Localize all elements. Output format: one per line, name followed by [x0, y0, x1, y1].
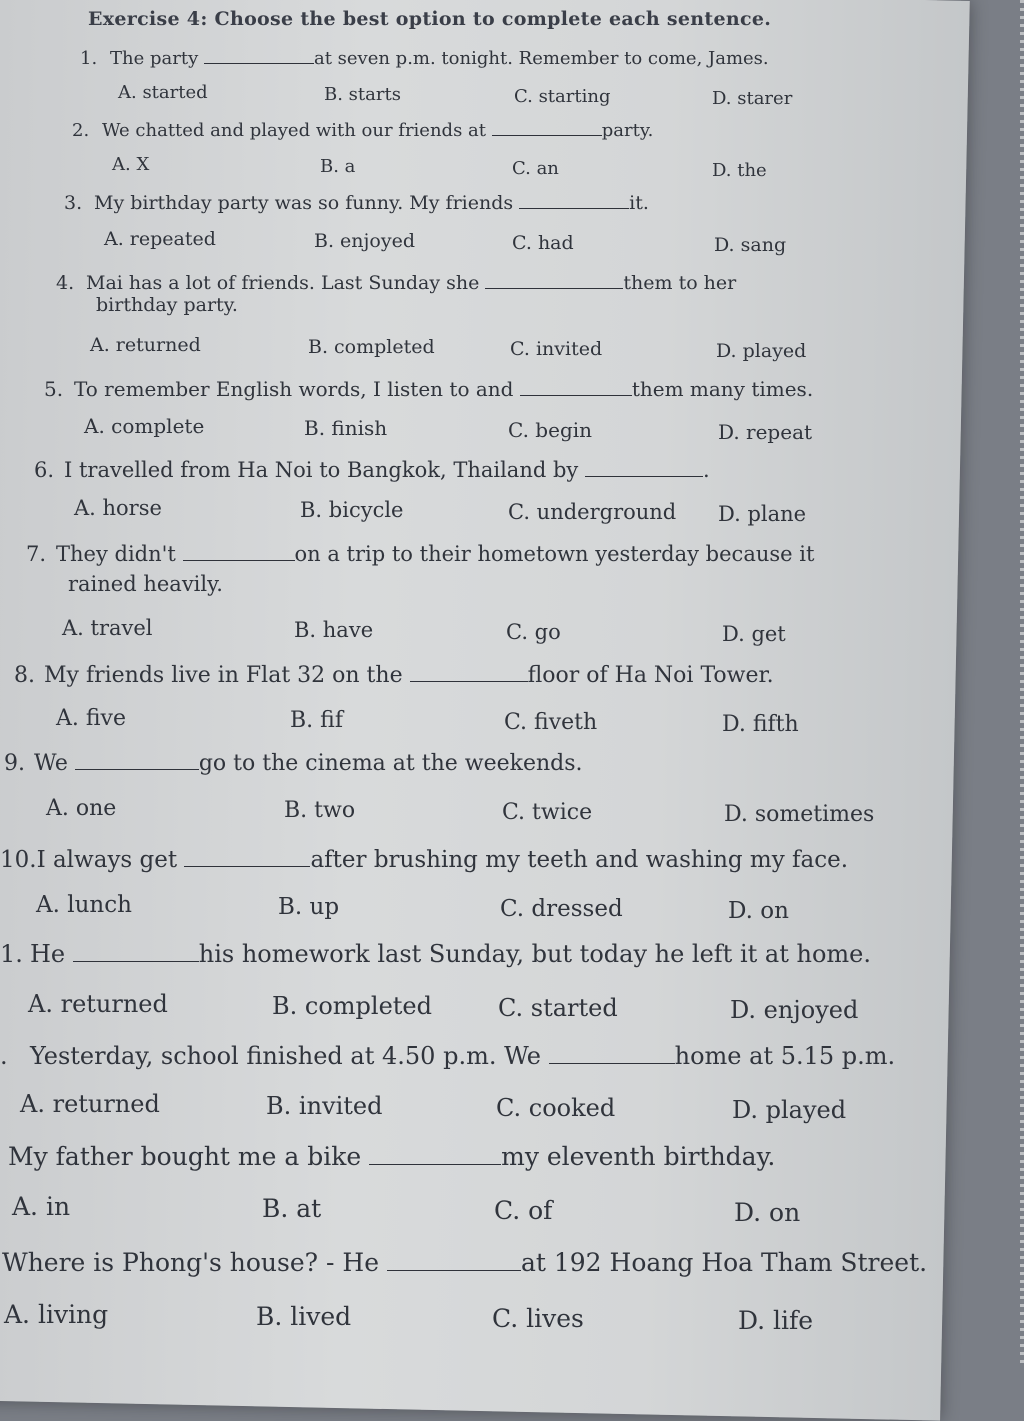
answer-blank[interactable]: [492, 118, 602, 136]
option-b[interactable]: B. lived: [256, 1302, 352, 1331]
option-c[interactable]: C. dressed: [500, 896, 623, 922]
question-text-after: go to the cinema at the weekends.: [198, 750, 583, 776]
option-d[interactable]: D. on: [734, 1198, 801, 1227]
answer-blank[interactable]: [184, 844, 310, 867]
question-number: 4.: [56, 272, 75, 295]
answer-blank[interactable]: [183, 540, 295, 561]
answer-blank[interactable]: [549, 1040, 675, 1064]
option-b[interactable]: B. finish: [304, 416, 388, 440]
option-a[interactable]: A. one: [46, 796, 117, 821]
question-text-after: at seven p.m. tonight. Remember to come, James.: [313, 48, 769, 70]
question-text-before: To remember English words, I listen to and: [74, 377, 520, 401]
answer-blank[interactable]: [410, 660, 528, 682]
question-text-after: at 192 Hoang Hoa Tham Street.: [520, 1247, 928, 1277]
option-a[interactable]: A. horse: [74, 496, 162, 520]
question-text-before: My birthday party was so funny. My friends: [94, 192, 520, 215]
question-text-after: it.: [629, 192, 649, 215]
answer-blank[interactable]: [73, 938, 199, 962]
option-c[interactable]: C. begin: [508, 418, 593, 442]
option-c[interactable]: C. started: [498, 994, 618, 1022]
option-c[interactable]: C. underground: [508, 500, 677, 524]
option-a[interactable]: A. in: [12, 1192, 71, 1221]
question-text-before: He: [30, 939, 73, 968]
option-b[interactable]: B. completed: [272, 992, 432, 1020]
question-text-before: We: [34, 750, 75, 776]
option-c[interactable]: C. starting: [514, 86, 611, 107]
question-11: [0, 938, 871, 968]
option-d[interactable]: D. starer: [712, 88, 793, 109]
option-c[interactable]: C. fiveth: [504, 710, 598, 735]
question-text-before: My father bought me a bike: [8, 1141, 370, 1171]
question-text-after: his homework last Sunday, but today he left it at home.: [198, 939, 871, 968]
question-text-before: Yesterday, school finished at 4.50 p.m. We: [30, 1041, 549, 1070]
page-edge-perforation: [1020, 0, 1024, 1365]
option-b[interactable]: B. a: [320, 156, 356, 177]
option-c[interactable]: C. twice: [502, 800, 593, 825]
option-a[interactable]: A. returned: [20, 1090, 160, 1118]
question-number: 5.: [44, 377, 64, 401]
answer-blank[interactable]: [75, 748, 199, 770]
question-number: 3.: [64, 192, 83, 215]
question-text-after: them to her: [623, 272, 737, 295]
option-a[interactable]: A. lunch: [36, 892, 132, 918]
question-text-after: on a trip to their hometown yesterday because it: [294, 541, 815, 566]
option-b[interactable]: B. up: [278, 894, 340, 920]
option-c[interactable]: C. go: [506, 620, 561, 644]
answer-blank[interactable]: [387, 1246, 521, 1271]
option-b[interactable]: B. at: [262, 1194, 322, 1223]
question-text-after: my eleventh birthday.: [501, 1141, 776, 1171]
option-b[interactable]: B. starts: [324, 84, 401, 105]
option-d[interactable]: D. the: [712, 160, 767, 181]
question-12: [0, 1040, 895, 1070]
option-a[interactable]: A. returned: [90, 334, 201, 356]
question-13: [8, 1140, 775, 1171]
question-number: 8.: [14, 662, 35, 688]
question-text-after: floor of Ha Noi Tower.: [527, 662, 774, 688]
question-10: [0, 844, 848, 873]
question-text-before: I always get: [36, 846, 185, 873]
question-text-after: .: [702, 457, 710, 482]
question-text-continued: birthday party.: [96, 294, 238, 316]
option-c[interactable]: C. cooked: [496, 1094, 616, 1122]
option-b[interactable]: B. invited: [266, 1092, 383, 1120]
option-d[interactable]: D. played: [732, 1096, 847, 1124]
question-5: [44, 376, 813, 401]
option-d[interactable]: D. played: [716, 340, 807, 362]
option-d[interactable]: D. fifth: [722, 712, 799, 737]
option-c[interactable]: C. of: [494, 1196, 553, 1225]
option-a[interactable]: A. travel: [62, 616, 153, 640]
option-b[interactable]: B. fif: [290, 708, 343, 733]
question-14: [2, 1246, 927, 1277]
option-c[interactable]: C. had: [512, 232, 574, 254]
question-text-before: My friends live in Flat 32 on the: [44, 662, 410, 688]
option-d[interactable]: D. sang: [714, 234, 787, 256]
answer-blank[interactable]: [204, 46, 314, 64]
option-a[interactable]: A. returned: [28, 990, 168, 1018]
option-d[interactable]: D. enjoyed: [730, 996, 859, 1024]
answer-blank[interactable]: [519, 190, 629, 209]
question-text-after: party.: [601, 120, 654, 142]
answer-blank[interactable]: [585, 456, 703, 477]
question-4: [56, 270, 736, 294]
question-text-before: They didn't: [56, 541, 183, 566]
option-b[interactable]: B. two: [284, 798, 356, 823]
option-d[interactable]: D. life: [738, 1306, 814, 1335]
question-text-before: Mai has a lot of friends. Last Sunday she: [86, 272, 486, 295]
option-a[interactable]: A. X: [112, 154, 150, 175]
question-1: [80, 46, 769, 69]
exercise-title: Exercise 4: Choose the best option to complete each sentence.: [88, 8, 772, 30]
question-text-before: The party: [110, 48, 204, 70]
question-number: 1.: [80, 48, 98, 70]
option-c[interactable]: C. an: [512, 158, 559, 179]
question-number: 2.: [72, 120, 90, 142]
question-text-before: We chatted and played with our friends at: [102, 120, 492, 142]
question-text-before: Where is Phong's house? - He: [2, 1247, 387, 1277]
option-c[interactable]: C. invited: [510, 338, 603, 360]
answer-blank[interactable]: [369, 1140, 501, 1165]
question-8: [14, 660, 774, 688]
option-b[interactable]: B. enjoyed: [314, 230, 415, 252]
question-text-after: after brushing my teeth and washing my face.: [310, 846, 849, 873]
question-3: [64, 190, 649, 214]
question-text-before: I travelled from Ha Noi to Bangkok, Thailand by: [64, 457, 585, 482]
option-c[interactable]: C. lives: [492, 1304, 584, 1333]
option-b[interactable]: B. bicycle: [300, 498, 404, 522]
option-a[interactable]: A. living: [4, 1300, 109, 1329]
answer-blank[interactable]: [485, 270, 623, 289]
question-text-after: home at 5.15 p.m.: [674, 1041, 896, 1070]
question-text-after: them many times.: [631, 377, 814, 401]
question-2: [72, 118, 653, 141]
question-number: 9.: [4, 750, 25, 776]
answer-blank[interactable]: [520, 376, 632, 396]
option-d[interactable]: D. repeat: [718, 420, 813, 444]
option-b[interactable]: B. have: [294, 618, 374, 642]
option-d[interactable]: D. get: [722, 622, 786, 646]
option-a[interactable]: A. five: [56, 706, 126, 731]
question-7: [26, 540, 814, 566]
question-number: 6.: [34, 457, 55, 482]
option-d[interactable]: D. plane: [718, 502, 807, 526]
option-a[interactable]: A. started: [118, 82, 208, 103]
question-number: 7.: [26, 541, 47, 566]
question-text-continued: rained heavily.: [68, 572, 223, 596]
option-d[interactable]: D. on: [728, 898, 789, 924]
question-number: 10.: [0, 846, 37, 873]
question-number: 1.: [0, 939, 23, 968]
option-d[interactable]: D. sometimes: [724, 802, 875, 827]
question-number: .: [0, 1041, 8, 1070]
option-b[interactable]: B. completed: [308, 336, 435, 358]
question-9: [4, 748, 583, 776]
question-6: [34, 456, 710, 482]
option-a[interactable]: A. repeated: [104, 228, 216, 250]
option-a[interactable]: A. complete: [84, 414, 205, 438]
